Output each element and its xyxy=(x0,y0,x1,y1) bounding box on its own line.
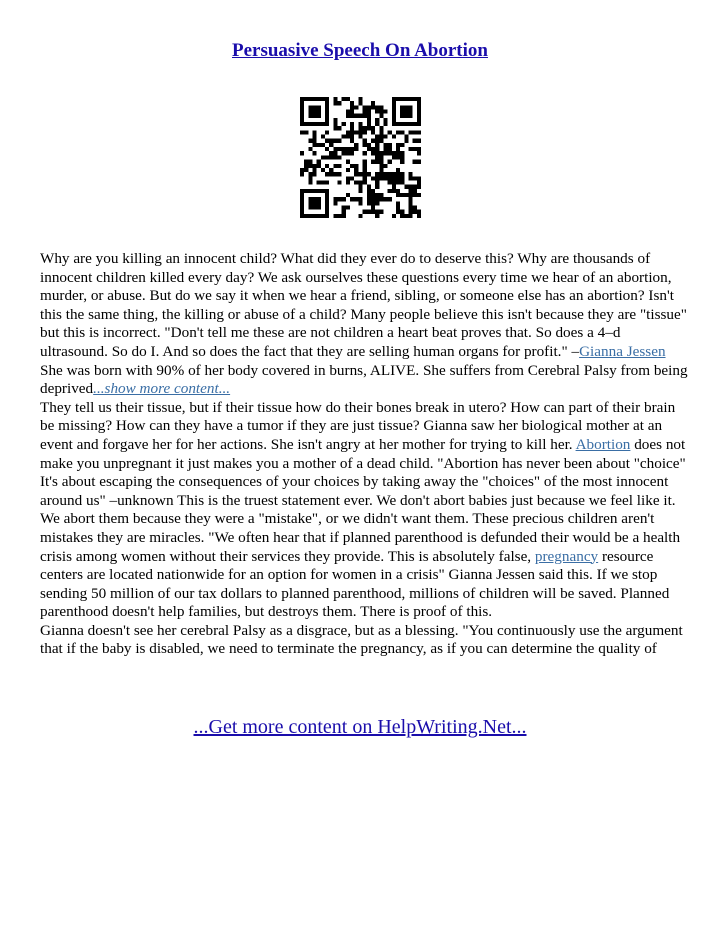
get-more-content-link[interactable]: ...Get more content on HelpWriting.Net... xyxy=(193,716,527,738)
footer xyxy=(0,716,720,739)
qr-code-icon xyxy=(300,97,421,218)
show-more-content-link[interactable]: ...show more content... xyxy=(93,380,231,398)
paragraph-3 xyxy=(40,622,688,659)
paragraph-1-text-b: She was born with 90% of her body covered in burns, ALIVE. She suffers from Cerebral Palsy from being deprived xyxy=(40,361,688,398)
gianna-jessen-link[interactable]: Gianna Jessen xyxy=(579,342,666,360)
paragraph-1 xyxy=(40,250,688,399)
paragraph-2-text-a: They tell us their tissue, but if their tissue how do their bones break in utero? How can part of their brain be missing? How can they have a tumor if they are just tissue? Gianna saw her biological mother at an event and forgave her for her actions. She isn't angry at her mother for trying to kill her. xyxy=(40,398,676,453)
article-body xyxy=(40,250,688,659)
pregnancy-link[interactable]: pregnancy xyxy=(534,547,599,565)
paragraph-1-text-a: Why are you killing an innocent child? What did they ever do to deserve this? Why are thousands of innocent children killed every day? We ask ourselves these questions every time we hear of an abortion, murder, or abuse. But do we say it when we hear a friend, sibling, or someone else has an abortion? Isn't this the same thing, the killing or abuse of a child? Many people believe this isn't because they are "tissue" but this is incorrect. "Don't tell me these are not children a heart beat proves that. So does a 4–d ultrasound. So do I. And so does the fact that they are selling human organs for profit." – xyxy=(40,250,687,360)
paragraph-2-text-b: does not make you unpregnant it just makes you a mother of a dead child. "Abortion has never been about "choice" It's about escaping the consequences of your choices by taking away the "choices" of the most innocent around us" –unknown This is the truest statement ever. We don't abort babies just because we feel like it. We abort them because they were a "mistake", or we didn't want them. These precious children aren't mistakes they are miracles. "We often hear that if planned parenthood is defunded their would be a health crisis among women without their services they provide. This is absolutely false, xyxy=(40,435,686,565)
abortion-link[interactable]: Abortion xyxy=(575,435,631,453)
page-title xyxy=(0,40,720,62)
paragraph-3-text: Gianna doesn't see her cerebral Palsy as a disgrace, but as a blessing. "You continuously use the argument that if the baby is disabled, we need to terminate the pregnancy, as if you can determine the quality of xyxy=(40,621,683,658)
paragraph-2 xyxy=(40,399,688,622)
title-link[interactable]: Persuasive Speech On Abortion xyxy=(232,40,488,61)
paragraph-2-text-c: resource centers are located nationwide for an option for women in a crisis" Gianna Jessen said this. If we stop sending 50 million of our tax dollars to planned parenthood, millions of children will be saved. Planned parenthood doesn't help families, but destroys them. There is proof of this. xyxy=(40,547,670,621)
